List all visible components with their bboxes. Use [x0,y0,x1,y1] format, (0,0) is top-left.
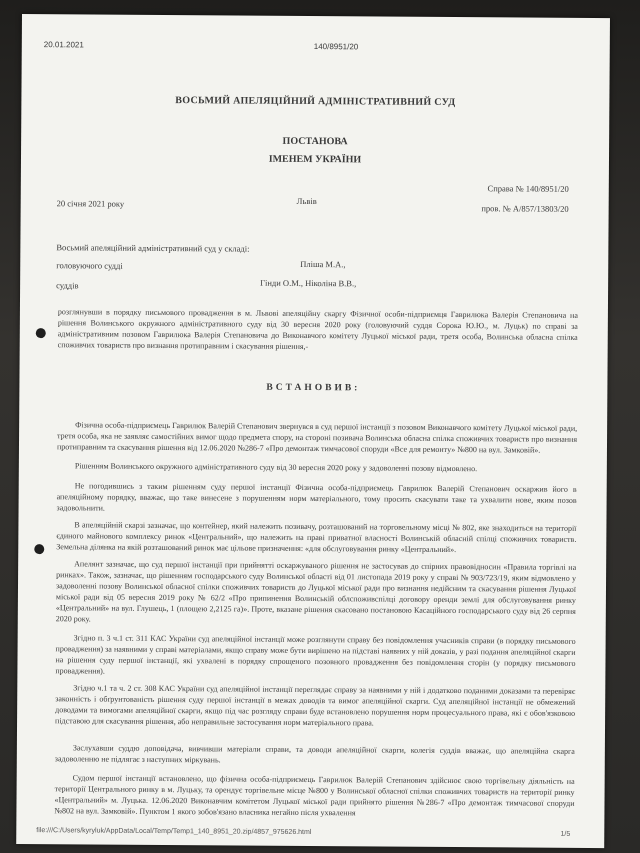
punch-hole [36,328,46,338]
paragraph-1: Фізична особа-підприємець Гаврилюк Валерій Степанович звернувся в суд першої інстанції з позовом Виконавчого комітету Луцької міської ради, третя особа, яка не заявляє самостійних вимог щодо предмета спору, на стороні позивача Волинська обласна спілка споживчих товариств про визнання протиправним та скасування рішення від 12.06.2020 №286-7 «Про демонтаж тимчасової споруди «Все для ремонту» №800 на вул. Замковій». [56,420,578,455]
footer-file-path: file:///C:/Users/kyryluk/AppData/Local/Temp/Temp1_140_8951_20.zip/4857_975626.html [36,827,312,837]
paragraph-4: В апеляційній скарзі зазначає, що контейнер, який належить позивачу, розташований на торговельному місці № 802, яке знаходиться на території єдиного майнового комплексу ринок «Центральний», що належить на праві приватної власності Волинській обласній спілці споживчих товариств. Земельна ділянка на якій розташований ринок має цільове призначення: «для обслуговування ринку «Центральний». [56,520,577,555]
decision-date: 20 січня 2021 року [56,198,125,209]
section-heading: ВСТАНОВИВ: [266,382,361,394]
page-number: 1/5 [560,830,571,838]
paragraph-8: Заслухавши суддю доповідача, вивчивши матеріали справи, та доводи апеляційної скарги, колегія суддів вважає, що апеляційна скарга задоволенню не підлягає з наступних міркувань. [54,743,575,765]
city: Львів [296,195,317,207]
paragraph-9: Судом першої інстанції встановлено, що фізична особа-підприємець Гаврилюк Валерій Степанович здійснює свою торгівельну діяльність на території Центрального ринку в м. Луцьку, та орендує торгівельне місце №800 у Волинської обласної спілки споживчих товариств на території ринку «Центральний» м. Луцька. 12.06.2020 Виконавчим комітетом Луцької міської ради прийнято рішення №286-7 «Про демонтаж тимчасової споруди №802 на вул. Замковій». Пунктом 1 якого зобов'язано власника негайно після ухвалення [54,773,575,818]
paragraph-5: Апелянт зазначає, що суд першої інстанції при прийнятті оскаржуваного рішення не застосував до спірних правовідносин «Правила торгівлі на ринках». Також, зазначає, що рішенням господарського суду Волинської області від 01 листопада 2019 року у справі № 903/723/19, яким відмовлено у задоволенні позову Волинської обласної спілки споживчих товариств до Луцької міської ради про визнання недійсним та скасування рішення Луцької міської ради від 05 вересня 2019 року № 62/2 «Про припинення Волинській облспоживспілці договору оренди землі для обслуговування ринку «Центральний» на вул. Глушець, 1 (площею 2,2125 га)». Проте, вказане рішення скасовано постановою Касаційного господарського суду від 26 серпня 2020 року. [55,559,577,624]
judges-names: Гінди О.М., Ніколіна В.В., [260,277,357,289]
presiding-name: Пліша М.А., [300,258,346,270]
document-page [16,14,610,848]
court-name: ВОСЬМИЙ АПЕЛЯЦІЙНИЙ АДМІНІСТРАТИВНИЙ СУД [175,95,456,109]
paragraph-3: Не погодившись з таким рішенням суду першої інстанції Фізична особа-підприємець Гаврилюк Валерій Степанович оскаржив його в апеляційному порядку, вважає, що таке винесене з порушенням норм матеріального, тому просить скасувати таке та ухвалити нове, яким позов задовольнити. [56,481,577,513]
document-subtitle: ІМЕНЕМ УКРАЇНИ [268,153,362,166]
panel-intro: Восьмий апеляційний адміністративний суд у складі: [56,242,250,254]
presiding-label: головуючого судді [56,260,123,271]
proceeding-number: пров. № А/857/13803/20 [481,203,569,214]
judges-label: суддів [56,280,79,291]
header-case-ref: 140/8951/20 [313,42,359,52]
paragraph-7: Згідно ч.1 та ч. 2 ст. 308 КАС України суд апеляційної інстанції переглядає справу за наявними у ній і додатково поданими доказами та перевіряє законність і обґрунтованість рішення суду першої інстанції в межах доводів та вимог апеляційної скарги. Суд апеляційної інстанції не обмежений доводами та вимогами апеляційної скарги, якщо під час розгляду справи буде встановлено порушення норм процесуального права, які є обов'язковою підставою для скасування рішення, або неправильне застосування норм матеріального права. [55,683,576,728]
case-number: Справа № 140/8951/20 [487,183,569,194]
intro-paragraph: розглянувши в порядку письмового провадження в м. Львові апеляційну скаргу Фізичної особи-підприємця Гаврилюка Валерія Степановича на рішення Волинського окружного адміністративного суду від 30 вересня 2020 року (головуючий суддя Сорока Ю.Ю., м. Луцьк) по справі за адміністративним позовом Гаврилюка Валерія Степановича до Виконавчого комітету Луцької міської ради, третя особа, Волинська обласна спілка споживчих товариств про визнання протиправним і скасування рішення,- [57,307,578,352]
paragraph-2: Рішенням Волинського окружного адміністративного суду від 30 вересня 2020 року у задоволенні позову відмовлено. [74,461,478,474]
paragraph-6: Згідно п. 3 ч.1 ст. 311 КАС України суд апеляційної інстанції може розглянути справу без повідомлення учасників справи (в порядку письмового провадження) за наявними у справі матеріалами, якщо справу може бути вирішено на підставі наявних у ній доказів, у разі подання апеляційної скарги на рішення суду першої інстанції, які ухвалені в порядку спрощеного позовного провадження без повідомлення сторін (у порядку письмового провадження). [55,633,576,676]
header-date: 20.01.2021 [43,40,84,50]
punch-hole [34,544,44,554]
document-title: ПОСТАНОВА [282,135,348,148]
